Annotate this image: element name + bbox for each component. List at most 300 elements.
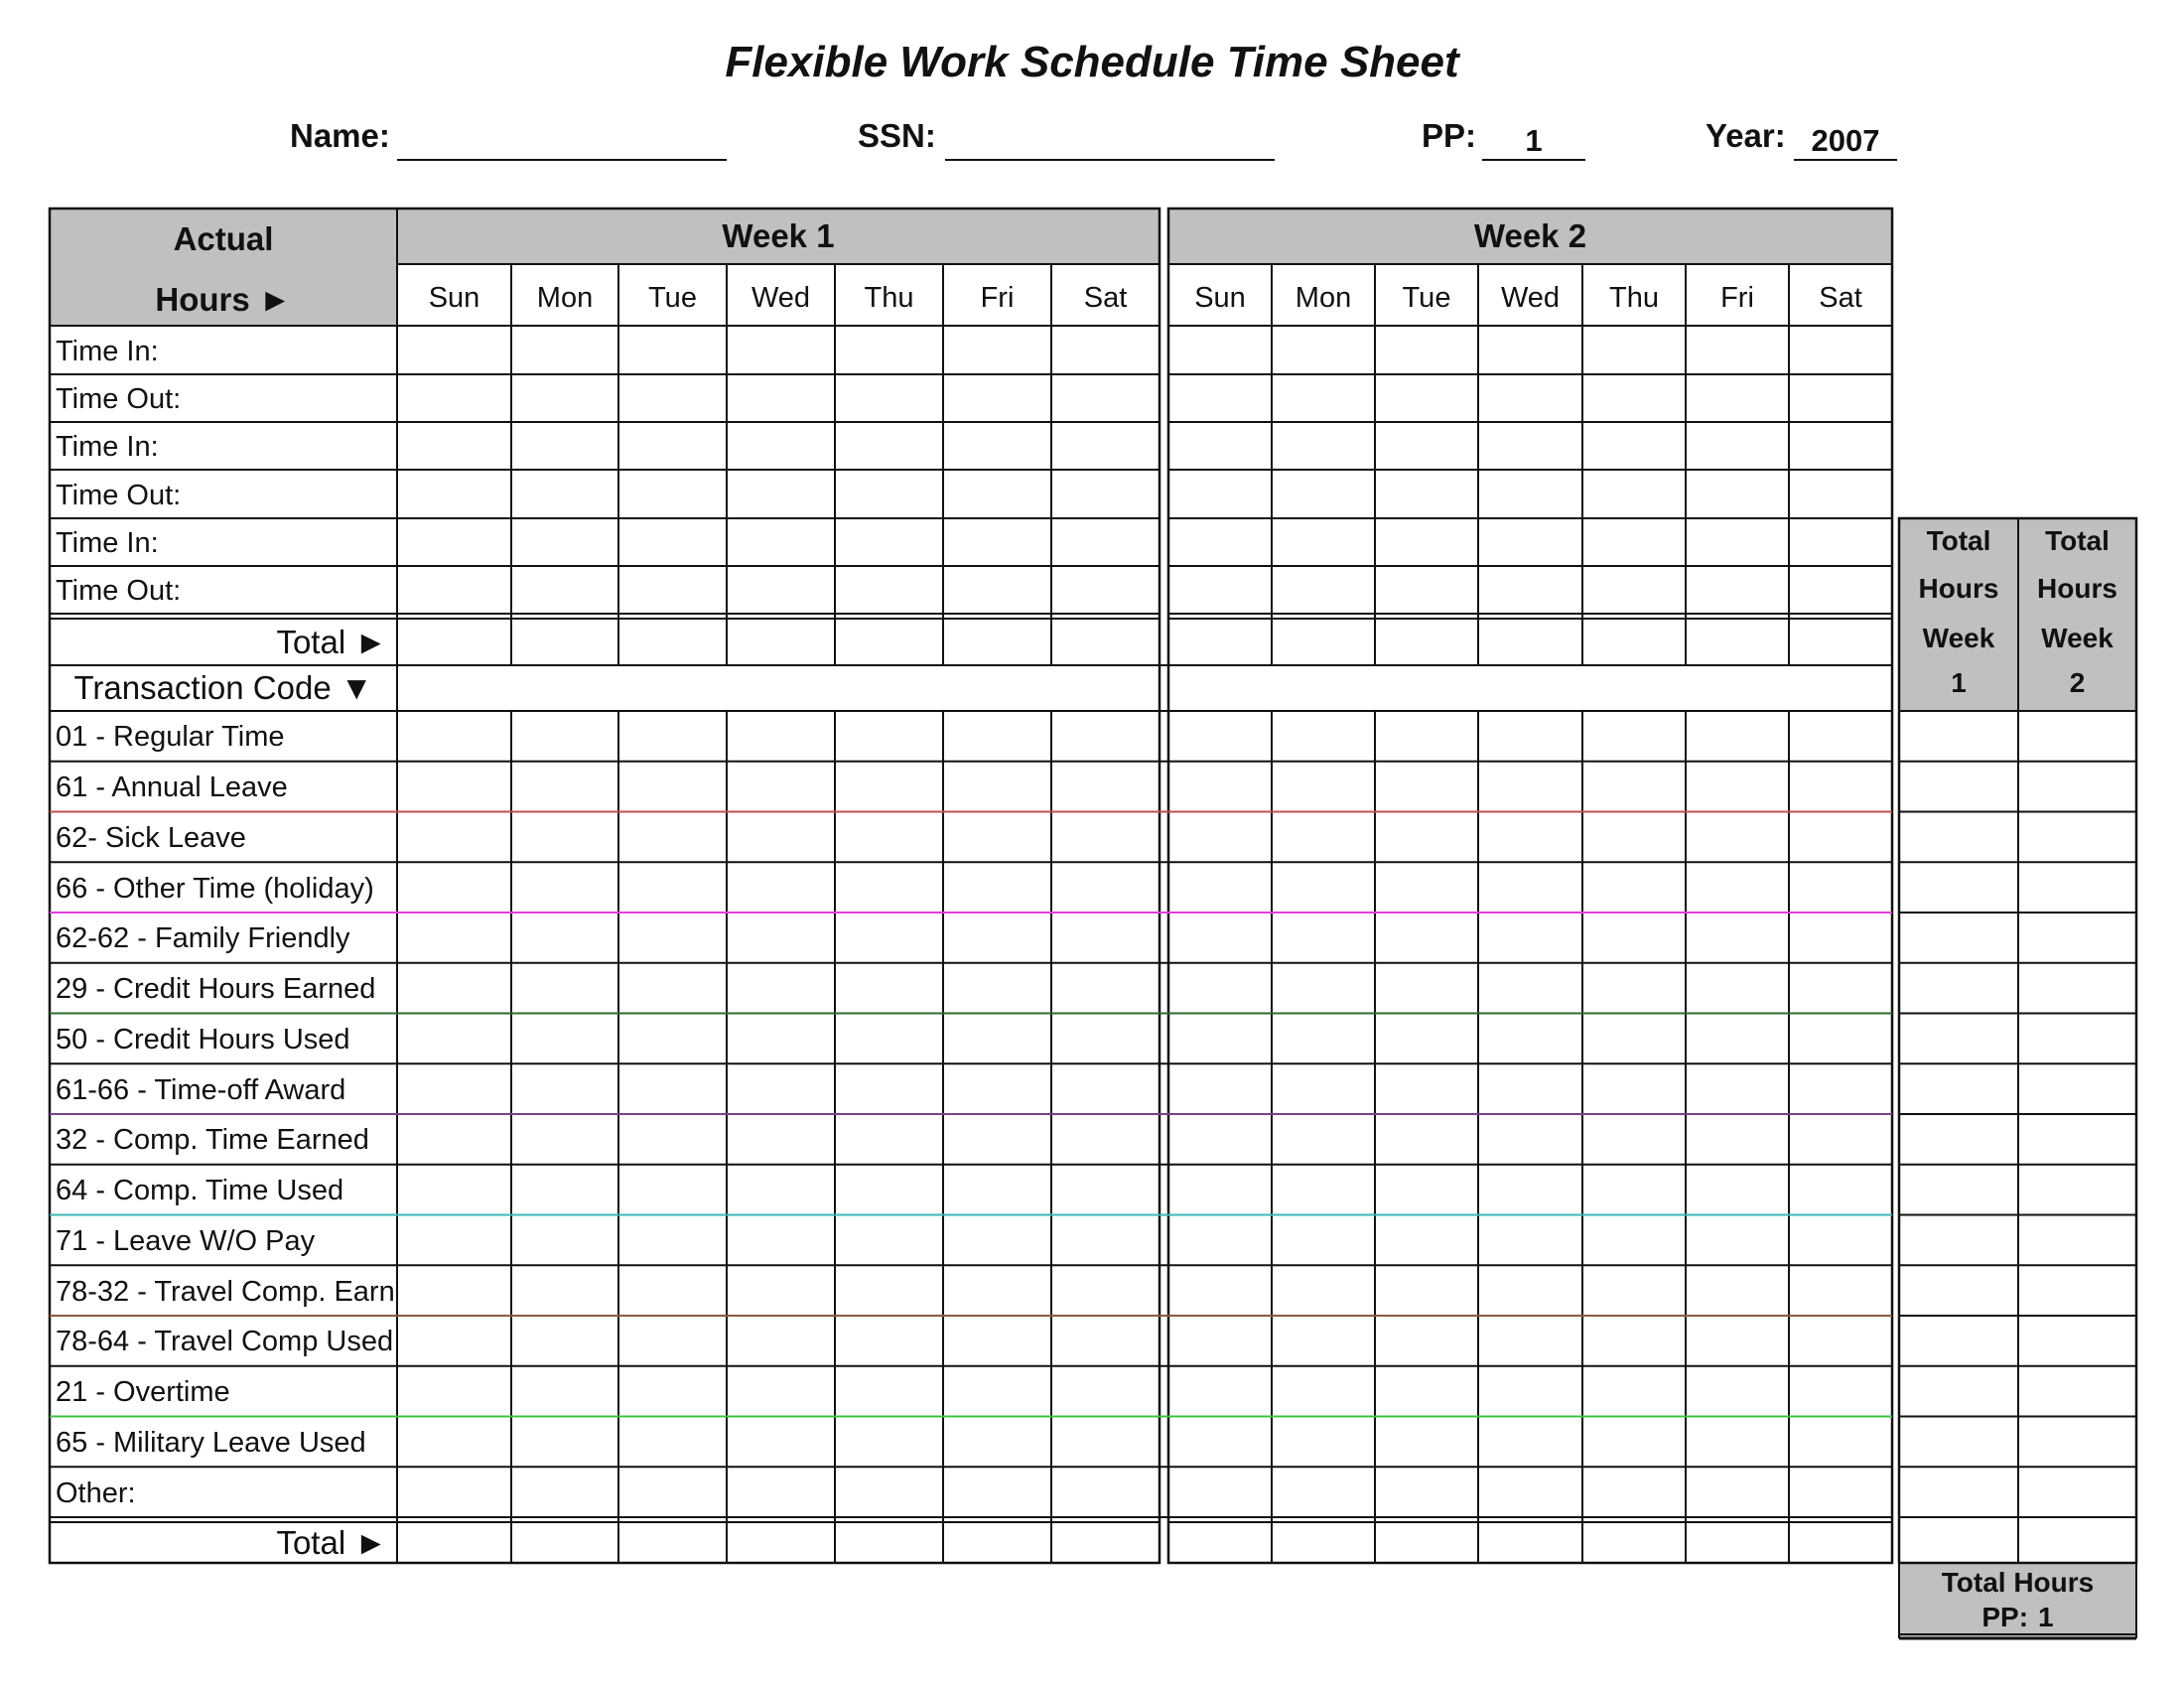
hours-entry-cell[interactable] bbox=[1582, 1467, 1686, 1517]
hours-entry-cell[interactable] bbox=[511, 614, 618, 665]
hours-entry-cell[interactable] bbox=[397, 1063, 511, 1114]
hours-entry-cell[interactable] bbox=[727, 1517, 835, 1563]
hours-entry-cell[interactable] bbox=[1686, 1215, 1789, 1266]
hours-entry-cell[interactable] bbox=[1051, 518, 1160, 566]
hours-entry-cell[interactable] bbox=[1582, 1014, 1686, 1064]
hours-entry-cell[interactable] bbox=[1051, 913, 1160, 963]
hours-entry-cell[interactable] bbox=[1051, 470, 1160, 518]
hours-entry-cell[interactable] bbox=[1375, 862, 1478, 913]
hours-entry-cell[interactable] bbox=[1051, 326, 1160, 374]
week1-total-cell[interactable] bbox=[1899, 1417, 2018, 1468]
hours-entry-cell[interactable] bbox=[1789, 374, 1892, 422]
hours-entry-cell[interactable] bbox=[835, 422, 943, 470]
hours-entry-cell[interactable] bbox=[1686, 913, 1789, 963]
hours-entry-cell[interactable] bbox=[1789, 862, 1892, 913]
hours-entry-cell[interactable] bbox=[1686, 470, 1789, 518]
hours-entry-cell[interactable] bbox=[727, 1316, 835, 1366]
hours-entry-cell[interactable] bbox=[1272, 374, 1375, 422]
hours-entry-cell[interactable] bbox=[1478, 762, 1582, 812]
hours-entry-cell[interactable] bbox=[1478, 614, 1582, 665]
hours-entry-cell[interactable] bbox=[1478, 1265, 1582, 1316]
week2-total-cell[interactable] bbox=[2018, 812, 2136, 863]
hours-entry-cell[interactable] bbox=[1168, 1014, 1272, 1064]
hours-entry-cell[interactable] bbox=[1168, 963, 1272, 1014]
hours-entry-cell[interactable] bbox=[618, 963, 727, 1014]
week1-total-cell[interactable] bbox=[1899, 1366, 2018, 1417]
hours-entry-cell[interactable] bbox=[1686, 1517, 1789, 1563]
hours-entry-cell[interactable] bbox=[835, 1366, 943, 1417]
hours-entry-cell[interactable] bbox=[511, 1265, 618, 1316]
hours-entry-cell[interactable] bbox=[1375, 762, 1478, 812]
hours-entry-cell[interactable] bbox=[397, 1265, 511, 1316]
hours-entry-cell[interactable] bbox=[1789, 1316, 1892, 1366]
hours-entry-cell[interactable] bbox=[1051, 812, 1160, 863]
hours-entry-cell[interactable] bbox=[835, 1063, 943, 1114]
hours-entry-cell[interactable] bbox=[727, 374, 835, 422]
hours-entry-cell[interactable] bbox=[1478, 326, 1582, 374]
hours-entry-cell[interactable] bbox=[1272, 1165, 1375, 1215]
hours-entry-cell[interactable] bbox=[1272, 913, 1375, 963]
hours-entry-cell[interactable] bbox=[1582, 422, 1686, 470]
hours-entry-cell[interactable] bbox=[1789, 1014, 1892, 1064]
hours-entry-cell[interactable] bbox=[618, 1517, 727, 1563]
hours-entry-cell[interactable] bbox=[943, 1316, 1051, 1366]
hours-entry-cell[interactable] bbox=[1375, 566, 1478, 614]
hours-entry-cell[interactable] bbox=[835, 963, 943, 1014]
hours-entry-cell[interactable] bbox=[727, 1165, 835, 1215]
hours-entry-cell[interactable] bbox=[1686, 1265, 1789, 1316]
hours-entry-cell[interactable] bbox=[1686, 1114, 1789, 1165]
week2-total-cell[interactable] bbox=[2018, 963, 2136, 1014]
hours-entry-cell[interactable] bbox=[1478, 1366, 1582, 1417]
hours-entry-cell[interactable] bbox=[1375, 812, 1478, 863]
hours-entry-cell[interactable] bbox=[1168, 1215, 1272, 1266]
hours-entry-cell[interactable] bbox=[1375, 1316, 1478, 1366]
hours-entry-cell[interactable] bbox=[1375, 1215, 1478, 1266]
hours-entry-cell[interactable] bbox=[1051, 711, 1160, 762]
hours-entry-cell[interactable] bbox=[1478, 1215, 1582, 1266]
hours-entry-cell[interactable] bbox=[1789, 1517, 1892, 1563]
hours-entry-cell[interactable] bbox=[943, 812, 1051, 863]
hours-entry-cell[interactable] bbox=[1686, 812, 1789, 863]
hours-entry-cell[interactable] bbox=[1272, 1265, 1375, 1316]
hours-entry-cell[interactable] bbox=[1582, 1265, 1686, 1316]
hours-entry-cell[interactable] bbox=[835, 812, 943, 863]
hours-entry-cell[interactable] bbox=[618, 1063, 727, 1114]
hours-entry-cell[interactable] bbox=[1272, 762, 1375, 812]
hours-entry-cell[interactable] bbox=[1272, 1063, 1375, 1114]
hours-entry-cell[interactable] bbox=[1686, 614, 1789, 665]
hours-entry-cell[interactable] bbox=[1478, 566, 1582, 614]
hours-entry-cell[interactable] bbox=[511, 963, 618, 1014]
hours-entry-cell[interactable] bbox=[1478, 711, 1582, 762]
hours-entry-cell[interactable] bbox=[1272, 711, 1375, 762]
hours-entry-cell[interactable] bbox=[1686, 963, 1789, 1014]
hours-entry-cell[interactable] bbox=[727, 762, 835, 812]
hours-entry-cell[interactable] bbox=[727, 614, 835, 665]
hours-entry-cell[interactable] bbox=[618, 1165, 727, 1215]
hours-entry-cell[interactable] bbox=[1478, 422, 1582, 470]
hours-entry-cell[interactable] bbox=[943, 326, 1051, 374]
hours-entry-cell[interactable] bbox=[1789, 762, 1892, 812]
hours-entry-cell[interactable] bbox=[1051, 1366, 1160, 1417]
hours-entry-cell[interactable] bbox=[727, 470, 835, 518]
hours-entry-cell[interactable] bbox=[1375, 470, 1478, 518]
hours-entry-cell[interactable] bbox=[835, 470, 943, 518]
hours-entry-cell[interactable] bbox=[511, 1316, 618, 1366]
hours-entry-cell[interactable] bbox=[1051, 614, 1160, 665]
hours-entry-cell[interactable] bbox=[1686, 374, 1789, 422]
hours-entry-cell[interactable] bbox=[511, 1215, 618, 1266]
hours-entry-cell[interactable] bbox=[835, 711, 943, 762]
hours-entry-cell[interactable] bbox=[1168, 711, 1272, 762]
hours-entry-cell[interactable] bbox=[1789, 1366, 1892, 1417]
hours-entry-cell[interactable] bbox=[511, 1366, 618, 1417]
hours-entry-cell[interactable] bbox=[835, 566, 943, 614]
hours-entry-cell[interactable] bbox=[511, 1114, 618, 1165]
hours-entry-cell[interactable] bbox=[1051, 1467, 1160, 1517]
hours-entry-cell[interactable] bbox=[835, 1417, 943, 1468]
week2-total-cell[interactable] bbox=[2018, 1063, 2136, 1114]
hours-entry-cell[interactable] bbox=[1789, 1165, 1892, 1215]
hours-entry-cell[interactable] bbox=[835, 1014, 943, 1064]
hours-entry-cell[interactable] bbox=[1051, 566, 1160, 614]
hours-entry-cell[interactable] bbox=[835, 1467, 943, 1517]
hours-entry-cell[interactable] bbox=[1789, 913, 1892, 963]
hours-entry-cell[interactable] bbox=[1272, 812, 1375, 863]
hours-entry-cell[interactable] bbox=[1375, 614, 1478, 665]
hours-entry-cell[interactable] bbox=[1272, 614, 1375, 665]
hours-entry-cell[interactable] bbox=[618, 326, 727, 374]
hours-entry-cell[interactable] bbox=[1168, 566, 1272, 614]
hours-entry-cell[interactable] bbox=[511, 518, 618, 566]
hours-entry-cell[interactable] bbox=[1375, 1165, 1478, 1215]
hours-entry-cell[interactable] bbox=[1168, 1165, 1272, 1215]
hours-entry-cell[interactable] bbox=[1051, 1517, 1160, 1563]
hours-entry-cell[interactable] bbox=[1582, 1316, 1686, 1366]
hours-entry-cell[interactable] bbox=[511, 1165, 618, 1215]
hours-entry-cell[interactable] bbox=[511, 913, 618, 963]
hours-entry-cell[interactable] bbox=[943, 1366, 1051, 1417]
week1-total-cell[interactable] bbox=[1899, 1215, 2018, 1266]
hours-entry-cell[interactable] bbox=[397, 470, 511, 518]
hours-entry-cell[interactable] bbox=[1789, 1114, 1892, 1165]
hours-entry-cell[interactable] bbox=[835, 1316, 943, 1366]
hours-entry-cell[interactable] bbox=[1582, 1063, 1686, 1114]
hours-entry-cell[interactable] bbox=[618, 518, 727, 566]
hours-entry-cell[interactable] bbox=[1582, 1517, 1686, 1563]
hours-entry-cell[interactable] bbox=[397, 1165, 511, 1215]
hours-entry-cell[interactable] bbox=[511, 374, 618, 422]
hours-entry-cell[interactable] bbox=[1051, 374, 1160, 422]
hours-entry-cell[interactable] bbox=[511, 422, 618, 470]
hours-entry-cell[interactable] bbox=[1789, 422, 1892, 470]
hours-entry-cell[interactable] bbox=[1375, 963, 1478, 1014]
hours-entry-cell[interactable] bbox=[397, 422, 511, 470]
hours-entry-cell[interactable] bbox=[943, 1417, 1051, 1468]
hours-entry-cell[interactable] bbox=[1168, 812, 1272, 863]
hours-entry-cell[interactable] bbox=[1789, 614, 1892, 665]
hours-entry-cell[interactable] bbox=[511, 1417, 618, 1468]
hours-entry-cell[interactable] bbox=[618, 1467, 727, 1517]
hours-entry-cell[interactable] bbox=[943, 913, 1051, 963]
hours-entry-cell[interactable] bbox=[835, 862, 943, 913]
hours-entry-cell[interactable] bbox=[835, 1517, 943, 1563]
hours-entry-cell[interactable] bbox=[1272, 963, 1375, 1014]
hours-entry-cell[interactable] bbox=[1478, 812, 1582, 863]
hours-entry-cell[interactable] bbox=[943, 862, 1051, 913]
hours-entry-cell[interactable] bbox=[618, 1366, 727, 1417]
hours-entry-cell[interactable] bbox=[1168, 614, 1272, 665]
hours-entry-cell[interactable] bbox=[1272, 1467, 1375, 1517]
hours-entry-cell[interactable] bbox=[835, 913, 943, 963]
hours-entry-cell[interactable] bbox=[1272, 862, 1375, 913]
hours-entry-cell[interactable] bbox=[943, 374, 1051, 422]
hours-entry-cell[interactable] bbox=[1375, 326, 1478, 374]
hours-entry-cell[interactable] bbox=[1686, 1467, 1789, 1517]
hours-entry-cell[interactable] bbox=[618, 1114, 727, 1165]
hours-entry-cell[interactable] bbox=[618, 1316, 727, 1366]
hours-entry-cell[interactable] bbox=[1582, 762, 1686, 812]
hours-entry-cell[interactable] bbox=[511, 1014, 618, 1064]
hours-entry-cell[interactable] bbox=[727, 1014, 835, 1064]
hours-entry-cell[interactable] bbox=[511, 470, 618, 518]
hours-entry-cell[interactable] bbox=[511, 1467, 618, 1517]
hours-entry-cell[interactable] bbox=[618, 566, 727, 614]
hours-entry-cell[interactable] bbox=[1272, 1417, 1375, 1468]
week2-total-cell[interactable] bbox=[2018, 1114, 2136, 1165]
hours-entry-cell[interactable] bbox=[618, 1265, 727, 1316]
hours-entry-cell[interactable] bbox=[1168, 518, 1272, 566]
hours-entry-cell[interactable] bbox=[618, 1215, 727, 1266]
hours-entry-cell[interactable] bbox=[727, 1114, 835, 1165]
hours-entry-cell[interactable] bbox=[1789, 1063, 1892, 1114]
hours-entry-cell[interactable] bbox=[1168, 862, 1272, 913]
hours-entry-cell[interactable] bbox=[727, 1063, 835, 1114]
hours-entry-cell[interactable] bbox=[1789, 711, 1892, 762]
hours-entry-cell[interactable] bbox=[1582, 862, 1686, 913]
hours-entry-cell[interactable] bbox=[1168, 1366, 1272, 1417]
hours-entry-cell[interactable] bbox=[1478, 1316, 1582, 1366]
hours-entry-cell[interactable] bbox=[1582, 470, 1686, 518]
hours-entry-cell[interactable] bbox=[835, 326, 943, 374]
hours-entry-cell[interactable] bbox=[1582, 1114, 1686, 1165]
week2-total-cell[interactable] bbox=[2018, 862, 2136, 913]
hours-entry-cell[interactable] bbox=[1272, 326, 1375, 374]
week2-total-cell[interactable] bbox=[2018, 711, 2136, 762]
hours-entry-cell[interactable] bbox=[1789, 1265, 1892, 1316]
hours-entry-cell[interactable] bbox=[1375, 518, 1478, 566]
hours-entry-cell[interactable] bbox=[618, 913, 727, 963]
hours-entry-cell[interactable] bbox=[1478, 862, 1582, 913]
hours-entry-cell[interactable] bbox=[1051, 1316, 1160, 1366]
hours-entry-cell[interactable] bbox=[727, 1417, 835, 1468]
hours-entry-cell[interactable] bbox=[1478, 374, 1582, 422]
hours-entry-cell[interactable] bbox=[1272, 518, 1375, 566]
hours-entry-cell[interactable] bbox=[727, 422, 835, 470]
week1-total-cell[interactable] bbox=[1899, 913, 2018, 963]
hours-entry-cell[interactable] bbox=[1478, 518, 1582, 566]
hours-entry-cell[interactable] bbox=[835, 374, 943, 422]
hours-entry-cell[interactable] bbox=[1582, 1215, 1686, 1266]
hours-entry-cell[interactable] bbox=[1168, 762, 1272, 812]
week1-total-cell[interactable] bbox=[1899, 862, 2018, 913]
hours-entry-cell[interactable] bbox=[1272, 1215, 1375, 1266]
hours-entry-cell[interactable] bbox=[511, 1063, 618, 1114]
hours-entry-cell[interactable] bbox=[727, 1215, 835, 1266]
hours-entry-cell[interactable] bbox=[943, 711, 1051, 762]
hours-entry-cell[interactable] bbox=[1272, 1366, 1375, 1417]
hours-entry-cell[interactable] bbox=[1168, 1467, 1272, 1517]
hours-entry-cell[interactable] bbox=[1168, 326, 1272, 374]
hours-entry-cell[interactable] bbox=[1051, 1063, 1160, 1114]
hours-entry-cell[interactable] bbox=[397, 518, 511, 566]
hours-entry-cell[interactable] bbox=[1478, 1114, 1582, 1165]
hours-entry-cell[interactable] bbox=[727, 812, 835, 863]
hours-entry-cell[interactable] bbox=[727, 1467, 835, 1517]
hours-entry-cell[interactable] bbox=[618, 812, 727, 863]
hours-entry-cell[interactable] bbox=[511, 1517, 618, 1563]
hours-entry-cell[interactable] bbox=[511, 711, 618, 762]
week2-total-cell[interactable] bbox=[2018, 1165, 2136, 1215]
hours-entry-cell[interactable] bbox=[397, 711, 511, 762]
hours-entry-cell[interactable] bbox=[511, 862, 618, 913]
hours-entry-cell[interactable] bbox=[1686, 1366, 1789, 1417]
hours-entry-cell[interactable] bbox=[1051, 862, 1160, 913]
week1-total-cell[interactable] bbox=[1899, 1114, 2018, 1165]
hours-entry-cell[interactable] bbox=[727, 1265, 835, 1316]
week1-total-cell[interactable] bbox=[1899, 812, 2018, 863]
hours-entry-cell[interactable] bbox=[397, 1417, 511, 1468]
hours-entry-cell[interactable] bbox=[397, 812, 511, 863]
hours-entry-cell[interactable] bbox=[1051, 1265, 1160, 1316]
hours-entry-cell[interactable] bbox=[1582, 913, 1686, 963]
hours-entry-cell[interactable] bbox=[1686, 326, 1789, 374]
hours-entry-cell[interactable] bbox=[1582, 566, 1686, 614]
hours-entry-cell[interactable] bbox=[1051, 1014, 1160, 1064]
hours-entry-cell[interactable] bbox=[1789, 470, 1892, 518]
hours-entry-cell[interactable] bbox=[835, 1265, 943, 1316]
hours-entry-cell[interactable] bbox=[1051, 963, 1160, 1014]
hours-entry-cell[interactable] bbox=[1168, 1316, 1272, 1366]
hours-entry-cell[interactable] bbox=[618, 762, 727, 812]
hours-entry-cell[interactable] bbox=[1375, 1467, 1478, 1517]
week1-total-cell[interactable] bbox=[1899, 762, 2018, 812]
hours-entry-cell[interactable] bbox=[397, 1366, 511, 1417]
hours-entry-cell[interactable] bbox=[618, 470, 727, 518]
hours-entry-cell[interactable] bbox=[835, 762, 943, 812]
hours-entry-cell[interactable] bbox=[1168, 422, 1272, 470]
hours-entry-cell[interactable] bbox=[1051, 1165, 1160, 1215]
hours-entry-cell[interactable] bbox=[1478, 1517, 1582, 1563]
hours-entry-cell[interactable] bbox=[1582, 518, 1686, 566]
hours-entry-cell[interactable] bbox=[1168, 1063, 1272, 1114]
week2-total-cell[interactable] bbox=[2018, 1467, 2136, 1517]
hours-entry-cell[interactable] bbox=[1686, 1316, 1789, 1366]
hours-entry-cell[interactable] bbox=[1582, 812, 1686, 863]
hours-entry-cell[interactable] bbox=[1272, 1114, 1375, 1165]
hours-entry-cell[interactable] bbox=[1375, 1063, 1478, 1114]
hours-entry-cell[interactable] bbox=[618, 1417, 727, 1468]
hours-entry-cell[interactable] bbox=[397, 374, 511, 422]
hours-entry-cell[interactable] bbox=[1375, 1366, 1478, 1417]
hours-entry-cell[interactable] bbox=[618, 1014, 727, 1064]
hours-entry-cell[interactable] bbox=[1051, 422, 1160, 470]
hours-entry-cell[interactable] bbox=[1478, 1467, 1582, 1517]
hours-entry-cell[interactable] bbox=[1168, 1114, 1272, 1165]
hours-entry-cell[interactable] bbox=[1478, 1417, 1582, 1468]
hours-entry-cell[interactable] bbox=[727, 1366, 835, 1417]
hours-entry-cell[interactable] bbox=[835, 614, 943, 665]
hours-entry-cell[interactable] bbox=[397, 614, 511, 665]
hours-entry-cell[interactable] bbox=[1789, 812, 1892, 863]
week1-total-cell[interactable] bbox=[1899, 1467, 2018, 1517]
hours-entry-cell[interactable] bbox=[943, 1265, 1051, 1316]
hours-entry-cell[interactable] bbox=[727, 862, 835, 913]
hours-entry-cell[interactable] bbox=[727, 913, 835, 963]
week2-total-cell[interactable] bbox=[2018, 762, 2136, 812]
hours-entry-cell[interactable] bbox=[1375, 1114, 1478, 1165]
hours-entry-cell[interactable] bbox=[1686, 862, 1789, 913]
hours-entry-cell[interactable] bbox=[397, 1316, 511, 1366]
hours-entry-cell[interactable] bbox=[511, 812, 618, 863]
hours-entry-cell[interactable] bbox=[1686, 566, 1789, 614]
hours-entry-cell[interactable] bbox=[943, 963, 1051, 1014]
week1-total-cell[interactable] bbox=[1899, 963, 2018, 1014]
pp-field[interactable]: 1 bbox=[1482, 117, 1585, 161]
hours-entry-cell[interactable] bbox=[727, 518, 835, 566]
hours-entry-cell[interactable] bbox=[943, 470, 1051, 518]
hours-entry-cell[interactable] bbox=[618, 862, 727, 913]
hours-entry-cell[interactable] bbox=[511, 566, 618, 614]
hours-entry-cell[interactable] bbox=[1375, 1517, 1478, 1563]
hours-entry-cell[interactable] bbox=[1375, 711, 1478, 762]
hours-entry-cell[interactable] bbox=[1686, 711, 1789, 762]
hours-entry-cell[interactable] bbox=[943, 1215, 1051, 1266]
hours-entry-cell[interactable] bbox=[1272, 1316, 1375, 1366]
hours-entry-cell[interactable] bbox=[1789, 566, 1892, 614]
hours-entry-cell[interactable] bbox=[1168, 1417, 1272, 1468]
hours-entry-cell[interactable] bbox=[618, 422, 727, 470]
hours-entry-cell[interactable] bbox=[1582, 963, 1686, 1014]
hours-entry-cell[interactable] bbox=[511, 762, 618, 812]
hours-entry-cell[interactable] bbox=[1789, 1467, 1892, 1517]
week2-total-cell[interactable] bbox=[2018, 1517, 2136, 1563]
hours-entry-cell[interactable] bbox=[1582, 374, 1686, 422]
hours-entry-cell[interactable] bbox=[397, 1014, 511, 1064]
week1-total-cell[interactable] bbox=[1899, 1014, 2018, 1064]
week2-total-cell[interactable] bbox=[2018, 1215, 2136, 1266]
week2-total-cell[interactable] bbox=[2018, 1014, 2136, 1064]
hours-entry-cell[interactable] bbox=[1478, 1014, 1582, 1064]
hours-entry-cell[interactable] bbox=[1375, 374, 1478, 422]
week2-total-cell[interactable] bbox=[2018, 1265, 2136, 1316]
hours-entry-cell[interactable] bbox=[1168, 1517, 1272, 1563]
hours-entry-cell[interactable] bbox=[835, 1165, 943, 1215]
hours-entry-cell[interactable] bbox=[1375, 913, 1478, 963]
hours-entry-cell[interactable] bbox=[1272, 566, 1375, 614]
hours-entry-cell[interactable] bbox=[1582, 326, 1686, 374]
hours-entry-cell[interactable] bbox=[943, 1063, 1051, 1114]
hours-entry-cell[interactable] bbox=[1789, 1417, 1892, 1468]
hours-entry-cell[interactable] bbox=[1478, 1063, 1582, 1114]
hours-entry-cell[interactable] bbox=[1478, 963, 1582, 1014]
week1-total-cell[interactable] bbox=[1899, 1265, 2018, 1316]
hours-entry-cell[interactable] bbox=[1686, 762, 1789, 812]
hours-entry-cell[interactable] bbox=[1478, 913, 1582, 963]
hours-entry-cell[interactable] bbox=[1686, 1417, 1789, 1468]
hours-entry-cell[interactable] bbox=[1375, 1417, 1478, 1468]
